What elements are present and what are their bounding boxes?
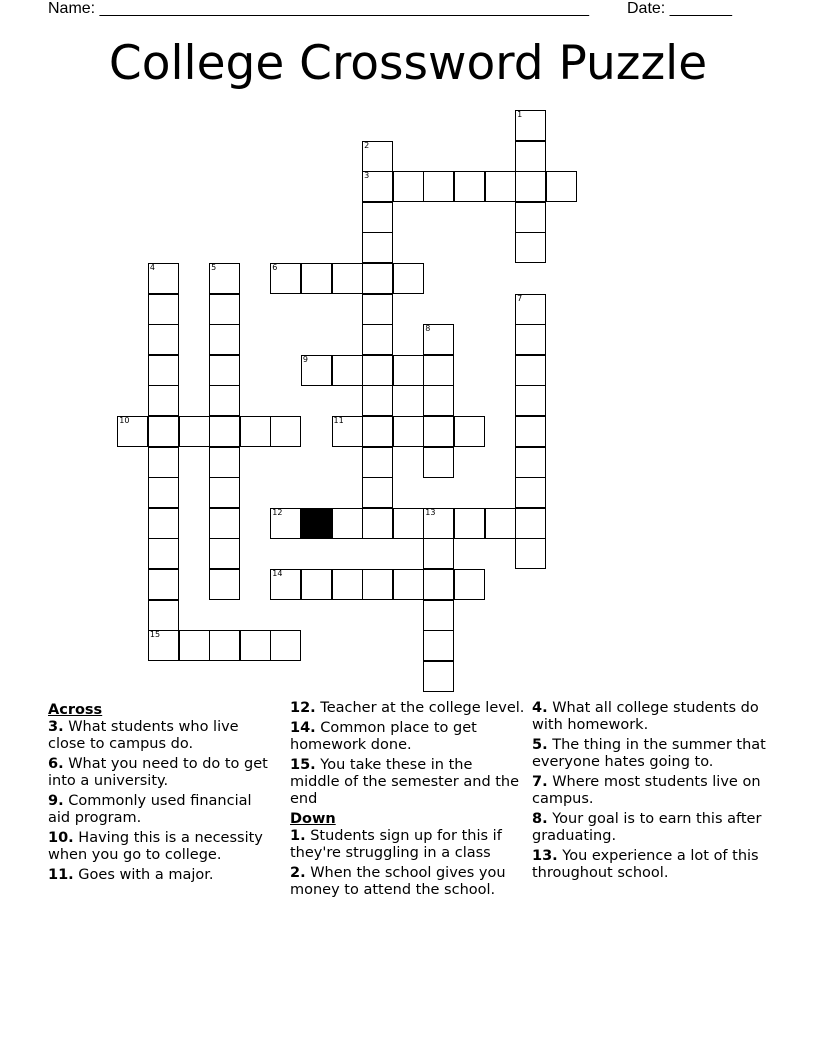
clue-number: 4.	[532, 700, 548, 716]
grid-cell[interactable]	[423, 447, 454, 478]
clue-8	[532, 811, 772, 845]
clue-number: 15.	[290, 757, 316, 773]
grid-cell[interactable]	[240, 416, 271, 447]
grid-cell[interactable]	[423, 171, 454, 202]
grid-cell[interactable]	[270, 263, 301, 294]
grid-cell[interactable]	[332, 263, 363, 294]
grid-cell[interactable]	[209, 447, 240, 478]
clue-text: Students sign up for this if they're struggling in a class	[290, 828, 502, 861]
grid-cell[interactable]	[362, 232, 393, 263]
clue-number: 13.	[532, 848, 558, 864]
grid-cell[interactable]	[179, 630, 210, 661]
grid-cell[interactable]	[270, 416, 301, 447]
grid-cell[interactable]	[209, 477, 240, 508]
clue-number: 10.	[48, 830, 74, 846]
grid-cell[interactable]	[209, 416, 240, 447]
clue-text: What all college students do with homework.	[532, 700, 759, 733]
down-clue-list-continued	[532, 700, 772, 882]
grid-cell[interactable]	[148, 508, 179, 539]
grid-cell[interactable]	[393, 416, 424, 447]
grid-cell[interactable]	[209, 385, 240, 416]
grid-cell[interactable]	[209, 355, 240, 386]
clues-column-2	[290, 700, 525, 902]
grid-cell[interactable]	[423, 416, 454, 447]
grid-cell[interactable]	[423, 661, 454, 692]
grid-cell[interactable]	[148, 294, 179, 325]
clue-text: Having this is a necessity when you go to college.	[48, 830, 263, 863]
grid-cell[interactable]	[209, 630, 240, 661]
grid-cell[interactable]	[423, 538, 454, 569]
grid-cell[interactable]	[515, 538, 546, 569]
grid-cell[interactable]	[515, 416, 546, 447]
clue-number: 3.	[48, 719, 64, 735]
grid-cell[interactable]	[148, 263, 179, 294]
grid-cell[interactable]	[362, 416, 393, 447]
grid-cell[interactable]	[179, 416, 210, 447]
grid-cell[interactable]	[209, 569, 240, 600]
down-clue-list	[290, 828, 525, 899]
grid-cell[interactable]	[515, 110, 546, 141]
clue-13	[532, 848, 772, 882]
clue-number: 5.	[532, 737, 548, 753]
grid-cell[interactable]	[148, 538, 179, 569]
down-heading: Down	[290, 811, 336, 827]
clue-4	[532, 700, 772, 734]
clue-text: You take these in the middle of the semester and the end	[290, 757, 520, 807]
across-heading: Across	[48, 702, 103, 718]
cell-number: 10	[119, 416, 130, 425]
grid-cell[interactable]	[117, 416, 148, 447]
across-clue-list-continued	[290, 700, 525, 808]
clues-column-1	[48, 700, 278, 887]
grid-cell[interactable]	[546, 171, 577, 202]
clue-number: 14.	[290, 720, 316, 736]
grid-cell[interactable]	[515, 171, 546, 202]
grid-cell[interactable]	[362, 508, 393, 539]
clue-9	[48, 793, 278, 827]
grid-cell[interactable]	[332, 508, 363, 539]
cell-number: 6	[272, 263, 278, 272]
clue-number: 6.	[48, 756, 64, 772]
grid-cell[interactable]	[209, 538, 240, 569]
clue-text: Commonly used financial aid program.	[48, 793, 252, 826]
cell-number: 9	[302, 354, 308, 364]
grid-cell[interactable]	[270, 630, 301, 661]
grid-cell[interactable]	[362, 141, 393, 172]
grid-cell[interactable]	[301, 263, 332, 294]
grid-cell[interactable]	[362, 294, 393, 325]
grid-cell[interactable]	[362, 569, 393, 600]
grid-cell[interactable]	[515, 294, 546, 325]
clue-text: You experience a lot of this throughout school.	[532, 848, 759, 881]
grid-cell[interactable]	[362, 447, 393, 478]
date-field[interactable]: Date: _______	[627, 0, 732, 17]
grid-cell[interactable]	[393, 569, 424, 600]
grid-cell[interactable]	[301, 355, 332, 386]
clue-6	[48, 756, 278, 790]
cell-number: 8	[425, 324, 431, 334]
cell-number: 7	[517, 293, 523, 303]
clue-number: 12.	[290, 700, 316, 716]
grid-cell[interactable]	[270, 508, 301, 539]
grid-cell[interactable]	[515, 232, 546, 263]
grid-cell[interactable]	[270, 569, 301, 600]
grid-cell[interactable]	[515, 355, 546, 386]
grid-cell[interactable]	[515, 141, 546, 172]
grid-cell[interactable]	[362, 324, 393, 355]
name-field[interactable]: Name: _______________________________________________________	[48, 0, 589, 17]
grid-cell[interactable]	[148, 600, 179, 631]
grid-cell[interactable]	[454, 171, 485, 202]
grid-cell[interactable]	[485, 171, 516, 202]
grid-cell[interactable]	[362, 355, 393, 386]
grid-cell[interactable]	[209, 324, 240, 355]
clue-text: When the school gives you money to attend the school.	[290, 865, 506, 898]
cell-number: 13	[425, 507, 436, 517]
grid-cell[interactable]	[423, 324, 454, 355]
clue-2	[290, 865, 525, 899]
cell-number: 12	[272, 507, 283, 517]
grid-cell[interactable]	[515, 477, 546, 508]
puzzle-title: College Crossword Puzzle	[108, 36, 708, 91]
cell-number: 15	[149, 630, 161, 640]
clue-text: Where most students live on campus.	[532, 774, 761, 807]
clue-text: What students who live close to campus do.	[48, 719, 239, 752]
grid-cell[interactable]	[148, 385, 179, 416]
clue-3	[48, 719, 278, 753]
grid-cell[interactable]	[362, 202, 393, 233]
clue-number: 11.	[48, 867, 74, 883]
grid-cell[interactable]	[301, 569, 332, 600]
clue-12	[290, 700, 525, 717]
grid-cell[interactable]	[423, 569, 454, 600]
grid-cell[interactable]	[332, 355, 363, 386]
cell-number: 5	[211, 263, 217, 272]
grid-cell[interactable]	[423, 630, 454, 661]
grid-cell[interactable]	[332, 416, 363, 447]
clue-text: Teacher at the college level.	[315, 700, 525, 716]
grid-cell[interactable]	[454, 508, 485, 539]
grid-cell[interactable]	[209, 508, 240, 539]
clue-15	[290, 757, 525, 808]
clue-text: What you need to do to get into a university.	[48, 756, 268, 789]
grid-cell[interactable]	[148, 416, 179, 447]
clue-11	[48, 867, 278, 884]
clue-number: 1.	[290, 828, 306, 844]
cell-number: 11	[333, 416, 344, 425]
grid-cell[interactable]	[148, 630, 179, 661]
grid-cell[interactable]	[515, 202, 546, 233]
grid-cell[interactable]	[332, 569, 363, 600]
grid-cell[interactable]	[148, 355, 179, 386]
grid-cell[interactable]	[423, 355, 454, 386]
clue-5	[532, 737, 772, 771]
grid-cell[interactable]	[209, 294, 240, 325]
clue-text: The thing in the summer that everyone hates going to.	[532, 737, 766, 770]
grid-cell[interactable]	[393, 508, 424, 539]
grid-cell[interactable]	[515, 508, 546, 539]
grid-cell[interactable]	[423, 385, 454, 416]
grid-cell[interactable]	[148, 569, 179, 600]
across-clue-list	[48, 719, 278, 884]
clue-text: Your goal is to earn this after graduating.	[532, 811, 762, 844]
grid-cell[interactable]	[454, 416, 485, 447]
clue-number: 8.	[532, 811, 548, 827]
grid-cell[interactable]	[362, 385, 393, 416]
grid-cell[interactable]	[148, 447, 179, 478]
grid-cell[interactable]	[393, 171, 424, 202]
clue-number: 9.	[48, 793, 64, 809]
clue-number: 2.	[290, 865, 306, 881]
cell-number: 1	[517, 110, 523, 119]
grid-cell[interactable]	[485, 508, 516, 539]
cell-number: 2	[364, 140, 370, 150]
cell-number: 3	[364, 171, 370, 181]
clue-1	[290, 828, 525, 862]
clue-7	[532, 774, 772, 808]
grid-cell[interactable]	[148, 324, 179, 355]
grid-cell[interactable]	[393, 263, 424, 294]
black-square	[301, 508, 332, 539]
clue-14	[290, 720, 525, 754]
grid-cell[interactable]	[515, 447, 546, 478]
clue-number: 7.	[532, 774, 548, 790]
cell-number: 4	[149, 263, 155, 272]
grid-cell[interactable]	[362, 171, 393, 202]
grid-cell[interactable]	[393, 355, 424, 386]
grid-cell[interactable]	[362, 477, 393, 508]
grid-cell[interactable]	[515, 324, 546, 355]
clue-text: Goes with a major.	[73, 867, 214, 883]
cell-number: 14	[272, 569, 283, 578]
clues-column-3	[532, 700, 772, 885]
grid-cell[interactable]	[209, 263, 240, 294]
grid-cell[interactable]	[454, 569, 485, 600]
clue-10	[48, 830, 278, 864]
grid-cell[interactable]	[423, 508, 454, 539]
grid-cell[interactable]	[240, 630, 271, 661]
grid-cell[interactable]	[423, 600, 454, 631]
grid-cell[interactable]	[148, 477, 179, 508]
grid-cell[interactable]	[515, 385, 546, 416]
grid-cell[interactable]	[362, 263, 393, 294]
clue-text: Common place to get homework done.	[290, 720, 477, 753]
